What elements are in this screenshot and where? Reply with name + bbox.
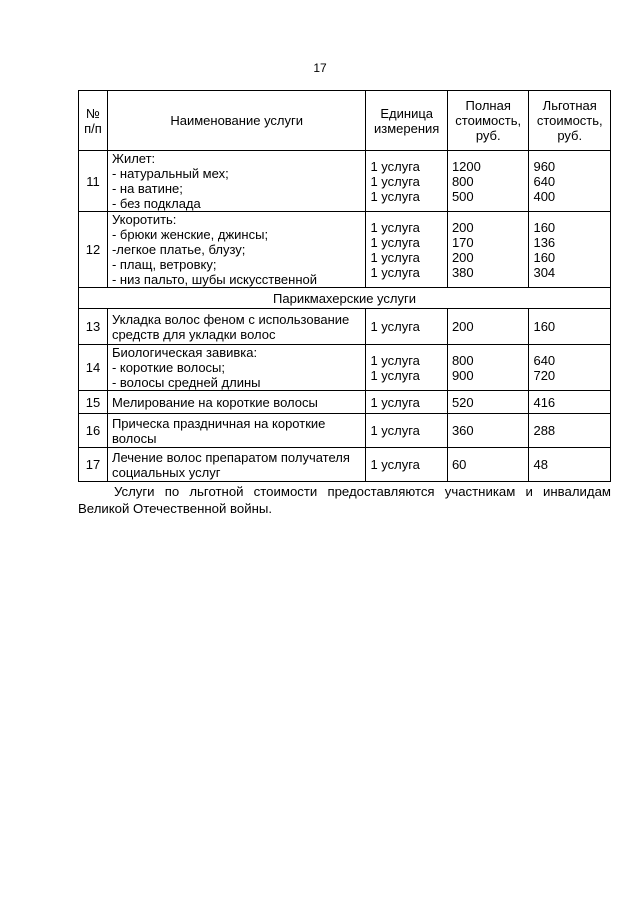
header-number: № п/п	[79, 91, 108, 151]
full-price: 360	[447, 414, 529, 448]
service-unit: 1 услуга 1 услуга 1 услуга 1 услуга	[366, 212, 448, 288]
service-unit: 1 услуга	[366, 391, 448, 414]
section-title: Парикмахерские услуги	[79, 288, 611, 309]
header-full-price: Полная стоимость, руб.	[447, 91, 529, 151]
discount-price: 640 720	[529, 345, 611, 391]
table-header-row	[79, 91, 611, 151]
service-unit: 1 услуга 1 услуга 1 услуга	[366, 151, 448, 212]
discount-price: 160 136 160 304	[529, 212, 611, 288]
service-name: Прическа праздничная на короткие волосы	[107, 414, 365, 448]
table-row	[79, 448, 611, 482]
table-row	[79, 391, 611, 414]
row-number: 17	[79, 448, 108, 482]
service-name: Жилет: - натуральный мех; - на ватине; - без подклада	[107, 151, 365, 212]
page-number: 17	[313, 61, 327, 75]
footnote	[78, 483, 611, 517]
header-discount-price: Льготная стоимость, руб.	[529, 91, 611, 151]
discount-price: 160	[529, 309, 611, 345]
service-unit: 1 услуга	[366, 414, 448, 448]
service-name: Мелирование на короткие волосы	[107, 391, 365, 414]
header-service-name: Наименование услуги	[107, 91, 365, 151]
section-row	[79, 288, 611, 309]
full-price: 200 170 200 380	[447, 212, 529, 288]
service-name: Биологическая завивка: - короткие волосы; - волосы средней длины	[107, 345, 365, 391]
row-number: 11	[79, 151, 108, 212]
services-price-table	[78, 90, 611, 482]
row-number: 13	[79, 309, 108, 345]
discount-price: 288	[529, 414, 611, 448]
service-name: Укладка волос феном с использование средств для укладки волос	[107, 309, 365, 345]
service-unit: 1 услуга	[366, 309, 448, 345]
table-row	[79, 212, 611, 288]
full-price: 200	[447, 309, 529, 345]
service-name: Укоротить: - брюки женские, джинсы; -легкое платье, блузу; - плащ, ветровку; - низ пальто, шубы искусственной	[107, 212, 365, 288]
table-row	[79, 345, 611, 391]
row-number: 16	[79, 414, 108, 448]
full-price: 800 900	[447, 345, 529, 391]
discount-price: 416	[529, 391, 611, 414]
full-price: 1200 800 500	[447, 151, 529, 212]
table-row	[79, 151, 611, 212]
row-number: 12	[79, 212, 108, 288]
full-price: 520	[447, 391, 529, 414]
service-unit: 1 услуга	[366, 448, 448, 482]
footnote-text: Услуги по льготной стоимости предоставляются участникам и инвалидам Великой Отечественной войны.	[78, 484, 611, 516]
service-name: Лечение волос препаратом получателя социальных услуг	[107, 448, 365, 482]
header-unit: Единица измерения	[366, 91, 448, 151]
discount-price: 48	[529, 448, 611, 482]
row-number: 14	[79, 345, 108, 391]
full-price: 60	[447, 448, 529, 482]
table-row	[79, 309, 611, 345]
row-number: 15	[79, 391, 108, 414]
table-row	[79, 414, 611, 448]
discount-price: 960 640 400	[529, 151, 611, 212]
service-unit: 1 услуга 1 услуга	[366, 345, 448, 391]
